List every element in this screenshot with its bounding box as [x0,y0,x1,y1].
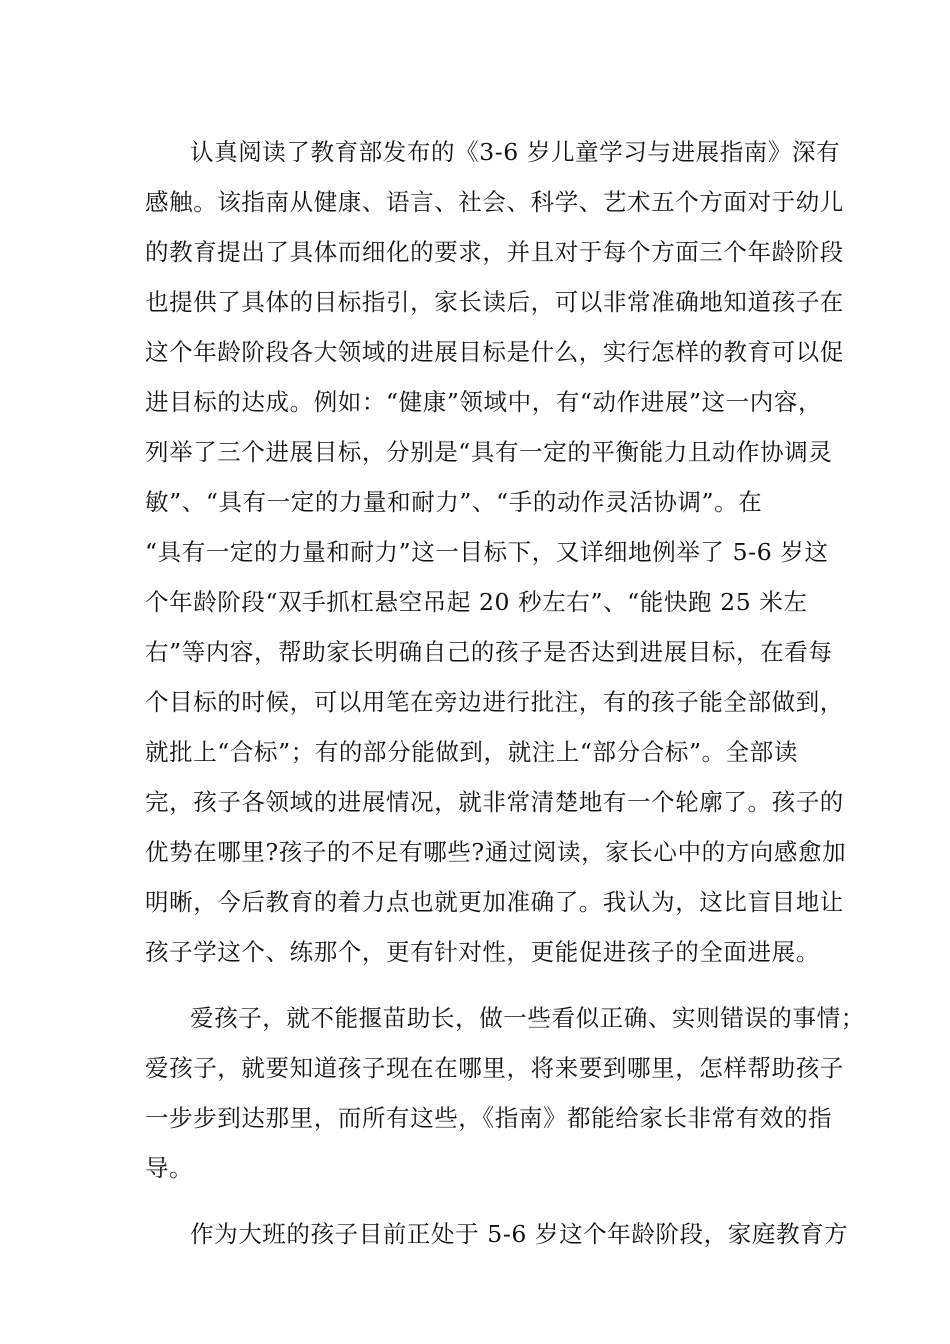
paragraph-1-line-15: 优势在哪里?孩子的不足有哪些?通过阅读，家长心中的方向感愈加 [145,838,847,866]
paragraph-1-line-7: 列举了三个进展目标，分别是“具有一定的平衡能力且动作协调灵 [145,438,833,466]
paragraph-1-line-12: 个目标的时候，可以用笔在旁边进行批注，有的孩子能全部做到， [145,688,844,716]
paragraph-1-line-5: 这个年龄阶段各大领域的进展目标是什么，实行怎样的教育可以促 [145,338,844,366]
paragraph-1-line-3: 的教育提出了具体而细化的要求，并且对于每个方面三个年龄阶段 [145,238,844,266]
paragraph-1-line-2: 感触。该指南从健康、语言、社会、科学、艺术五个方面对于幼儿 [145,188,844,216]
paragraph-1-line-1: 认真阅读了教育部发布的《3-6 岁儿童学习与进展指南》深有 [190,138,841,166]
paragraph-1-line-4: 也提供了具体的目标指引，家长读后，可以非常准确地知道孩子在 [145,288,844,316]
paragraph-1-line-14: 完，孩子各领域的进展情况，就非常清楚地有一个轮廓了。孩子的 [145,788,844,816]
paragraph-1-line-16: 明晰，今后教育的着力点也就更加准确了。我认为，这比盲目地让 [145,888,844,916]
paragraph-1-line-6: 进目标的达成。例如：“健康”领域中，有“动作进展”这一内容， [145,388,823,416]
paragraph-2-line-1: 爱孩子，就不能揠苗助长，做一些看似正确、实则错误的事情； [190,1004,865,1032]
paragraph-1-line-9: “具有一定的力量和耐力”这一目标下，又详细地例举了 5-6 岁这 [145,538,829,566]
paragraph-2-line-2: 爱孩子，就要知道孩子现在在哪里，将来要到哪里，怎样帮助孩子 [145,1054,844,1082]
paragraph-1-line-8: 敏”、“具有一定的力量和耐力”、“手的动作灵活协调”。在 [145,488,763,516]
paragraph-1-line-11: 右”等内容，帮助家长明确自己的孩子是否达到进展目标，在看每 [145,638,833,666]
paragraph-1-line-17: 孩子学这个、练那个，更有针对性，更能促进孩子的全面进展。 [145,938,820,966]
paragraph-2-line-3: 一步步到达那里，而所有这些，《指南》都能给家长非常有效的指 [145,1104,833,1132]
paragraph-3-line-1: 作为大班的孩子目前正处于 5-6 岁这个年龄阶段，家庭教育方 [190,1220,849,1248]
paragraph-2-line-4: 导。 [145,1154,194,1182]
paragraph-1-line-13: 就批上“合标”；有的部分能做到，就注上“部分合标”。全部读 [145,738,798,766]
paragraph-1-line-10: 个年龄阶段“双手抓杠悬空吊起 20 秒左右”、“能快跑 25 米左 [145,588,808,616]
